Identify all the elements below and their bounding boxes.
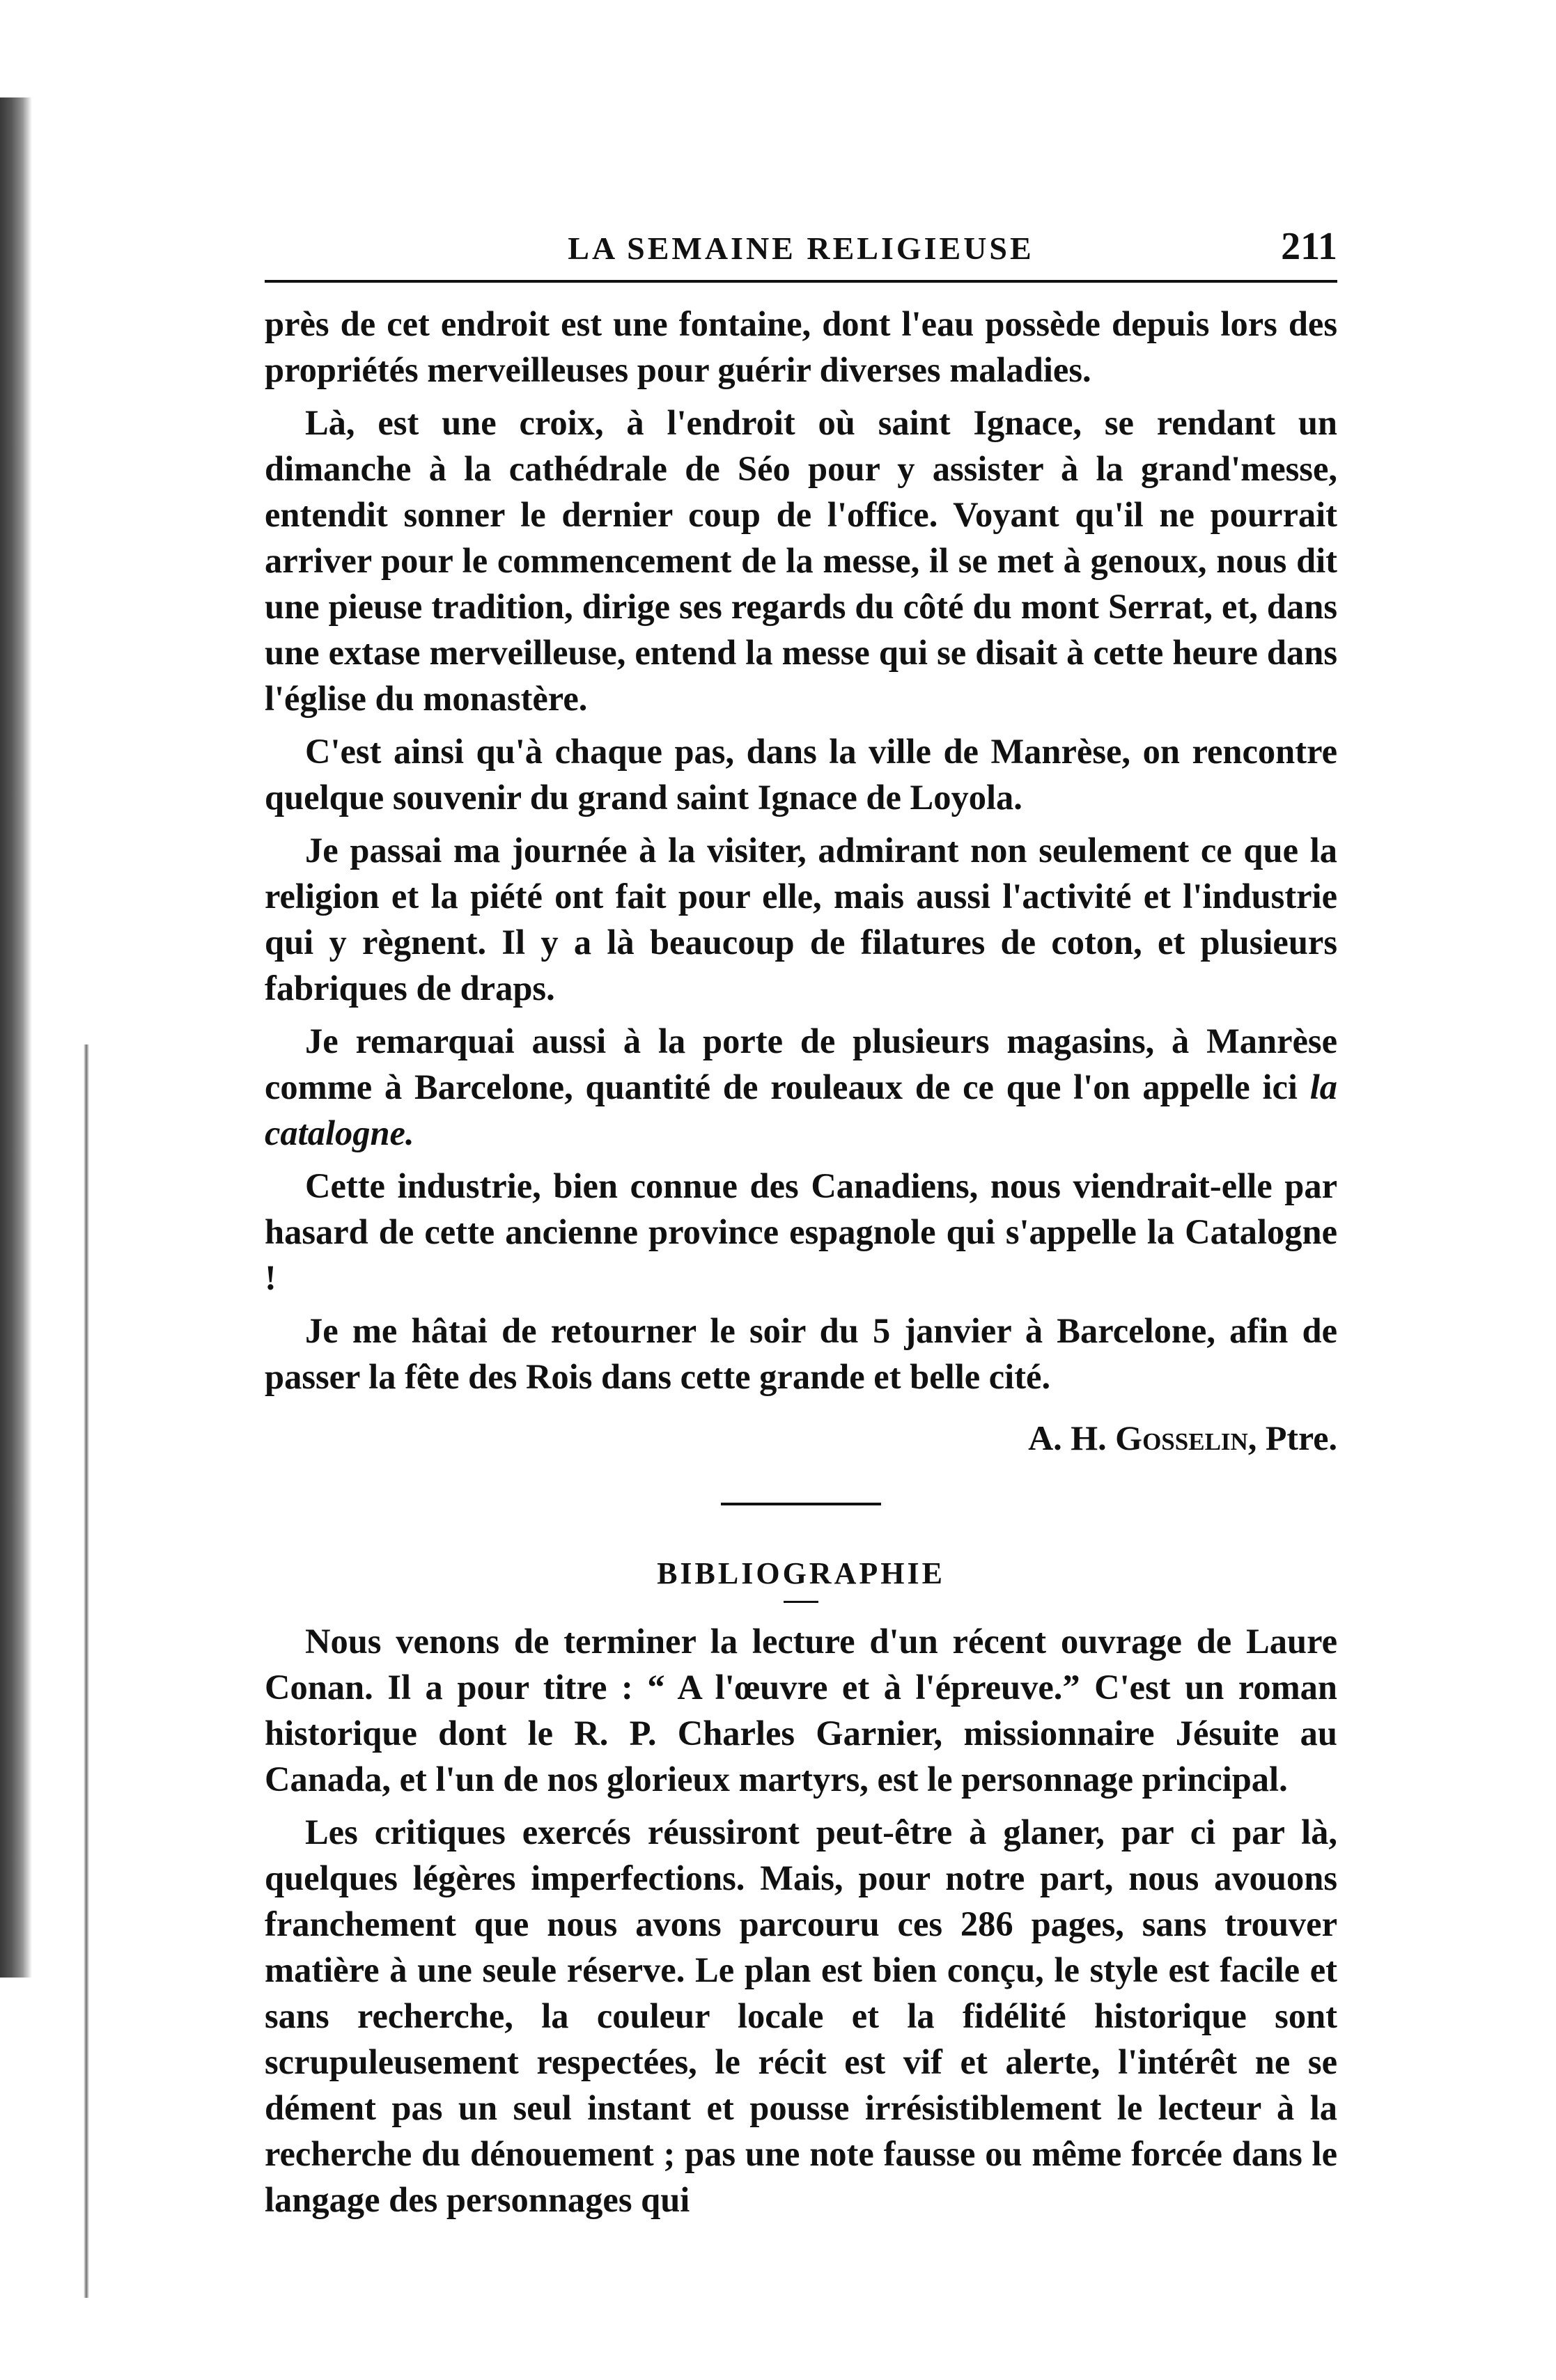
running-header (265, 209, 1337, 272)
article-paragraph: près de cet endroit est une fontaine, dont l'eau possède depuis lors des propriétés merveilleuses pour guérir diverses maladies. (265, 304, 1337, 389)
page-binding-shadow (0, 97, 32, 1978)
running-title: LA SEMAINE RELIGIEUSE (568, 230, 1034, 266)
article-paragraph: Cette industrie, bien connue des Canadiens, nous viendrait-elle par hasard de cette ancienne province espagnole qui s'appelle la Catalogne ! (265, 1166, 1337, 1297)
article-paragraph: Je passai ma journée à la visiter, admirant non seulement ce que la religion et la piété ont fait pour elle, mais aussi l'activité et l'industrie qui y règnent. Il y a là beaucoup de filatures de coton, et plusieurs fabriques de draps. (265, 831, 1337, 1008)
article-paragraph (265, 1018, 1337, 1156)
title-rule (784, 1601, 818, 1603)
article-continuation (265, 301, 1337, 1461)
signature-initials: A. H. (1028, 1418, 1107, 1457)
book-page (265, 209, 1337, 2223)
header-rule (265, 280, 1337, 283)
article-paragraph: Je me hâtai de retourner le soir du 5 janvier à Barcelone, afin de passer la fête des Rois dans cette grande et belle cité. (265, 1311, 1337, 1396)
section-divider (721, 1503, 881, 1505)
bibliography-paragraph: Nous venons de terminer la lecture d'un récent ouvrage de Laure Conan. Il a pour titre : “ A l'œuvre et à l'épreuve.” C'est un roman historique dont le R. P. Charles Garnier, missionnaire Jésuite au Canada, et l'un de nos glorieux martyrs, est le personnage principal. (265, 1622, 1337, 1799)
page-binding-crease (84, 1044, 89, 2298)
signature-name: Gosselin (1115, 1418, 1248, 1457)
page-number: 211 (1281, 225, 1337, 268)
section-title: BIBLIOGRAPHIE (657, 1556, 945, 1590)
paragraph-text: Je remarquai aussi à la porte de plusieurs magasins, à Manrèse comme à Barcelone, quantité de rouleaux de ce que l'on appelle ici (265, 1021, 1337, 1106)
author-signature (265, 1415, 1337, 1461)
bibliography-paragraph: Les critiques exercés réussiront peut-être à glaner, par ci par là, quelques légères imperfections. Mais, pour notre part, nous avouons franchement que nous avons parcouru ces 286 pages, sans trouver matière à une seule réserve. Le plan est bien conçu, le style est facile et sans recherche, la couleur locale et la fidélité historique sont scrupuleusement respectées, le récit est vif et alerte, l'intérêt ne se dément pas un seul instant et pousse irrésistiblement le lecteur à la recherche du dénouement ; pas une note fausse ou même forcée dans le langage des personnages qui (265, 1813, 1337, 2219)
article-paragraph: C'est ainsi qu'à chaque pas, dans la ville de Manrèse, on rencontre quelque souvenir du grand saint Ignace de Loyola. (265, 732, 1337, 817)
bibliography-section (265, 1556, 1337, 2223)
signature-title: , Ptre. (1247, 1418, 1337, 1457)
italic-term: la catalogne. (265, 1067, 1337, 1152)
article-paragraph: Là, est une croix, à l'endroit où saint Ignace, se rendant un dimanche à la cathédrale de Séo pour y assister à la grand'messe, entendit sonner le dernier coup de l'office. Voyant qu'il ne pourrait arriver pour le commencement de la messe, il se met à genoux, nous dit une pieuse tradition, dirige ses regards du côté du mont Serrat, et, dans une extase merveilleuse, entend la messe qui se disait à cette heure dans l'église du monastère. (265, 403, 1337, 718)
